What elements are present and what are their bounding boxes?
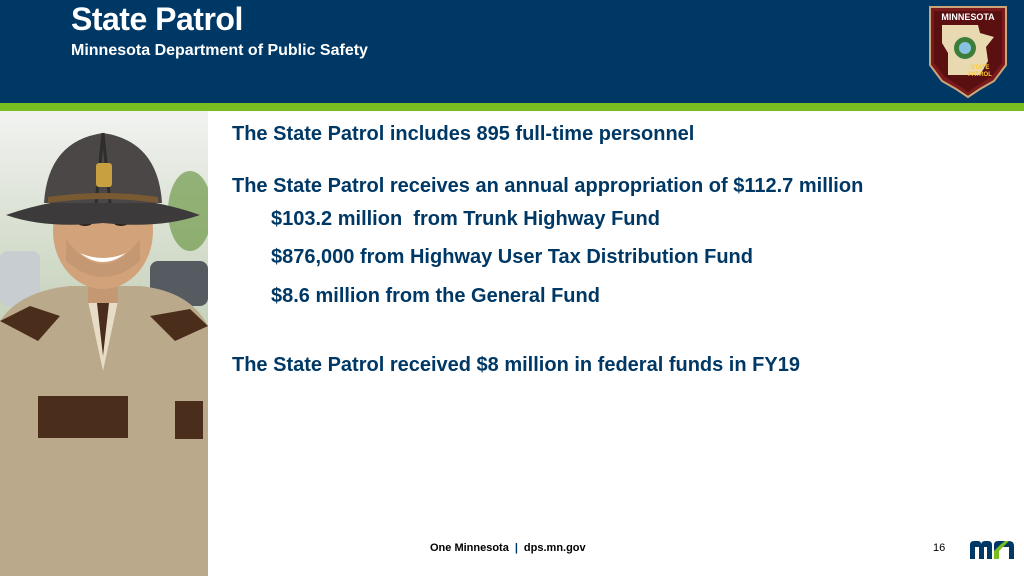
- footer: [430, 542, 586, 554]
- mn-logo-icon: [969, 539, 1015, 561]
- page-subtitle: Minnesota Department of Public Safety: [71, 42, 368, 59]
- personnel-statement: The State Patrol includes 895 full-time personnel: [232, 123, 695, 145]
- appropriation-statement: The State Patrol receives an annual appropriation of $112.7 million: [232, 175, 864, 197]
- federal-funds-statement: The State Patrol received $8 million in federal funds in FY19: [232, 354, 800, 376]
- footer-slogan: One Minnesota: [430, 542, 509, 554]
- badge-top-text: MINNESOTA: [941, 12, 995, 22]
- page-title: State Patrol: [71, 1, 243, 37]
- trooper-photo: [0, 111, 208, 576]
- header-accent-stripe: [0, 103, 1024, 111]
- fund-item: $8.6 million from the General Fund: [271, 285, 600, 307]
- badge-text-1: STATE: [970, 65, 990, 71]
- footer-website: dps.mn.gov: [523, 542, 586, 554]
- page-number: 16: [933, 542, 946, 554]
- fund-item: $103.2 million from Trunk Highway Fund: [271, 208, 660, 230]
- state-patrol-badge-icon: [928, 3, 1008, 99]
- fund-item: $876,000 from Highway User Tax Distribution Fund: [271, 246, 753, 268]
- footer-separator: |: [514, 542, 518, 554]
- header-bar: [0, 0, 1024, 103]
- badge-text-2: PATROL: [968, 72, 992, 78]
